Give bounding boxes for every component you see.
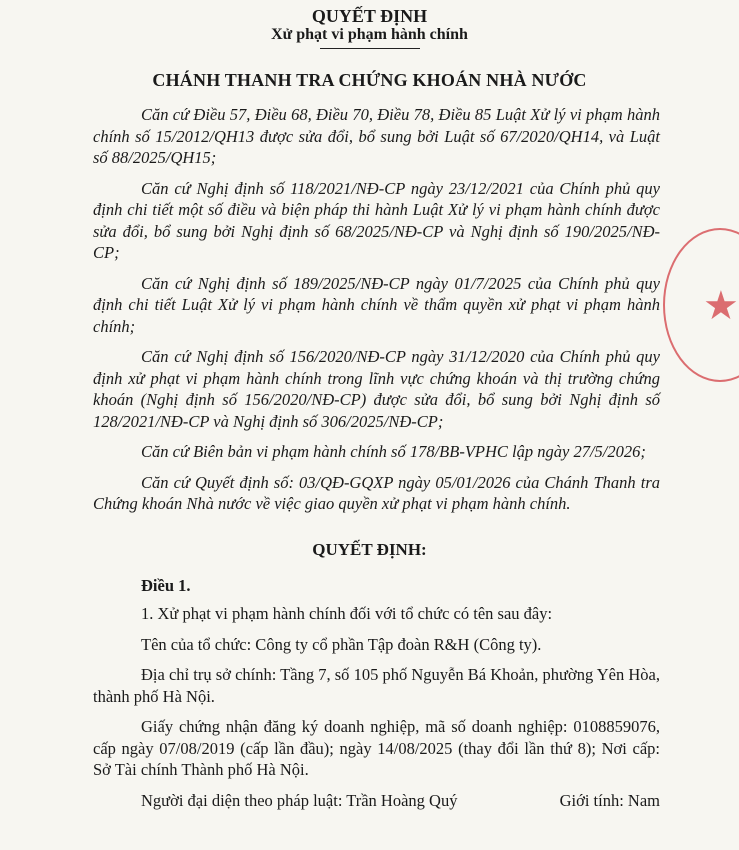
representative-gender: Giới tính: Nam [559, 790, 660, 810]
issuing-authority: CHÁNH THANH TRA CHỨNG KHOÁN NHÀ NƯỚC [152, 70, 587, 90]
legal-basis: Căn cứ Nghị định số 118/2021/NĐ-CP ngày 23/12/2021 của Chính phủ quy định chi tiết một số điều và biện pháp thi hành Luật Xử lý vi phạm hành chính được sửa đổi, bổ sung bởi Nghị định số 68/2025/NĐ-CP và Nghị định số 190/2025/NĐ-CP; [93, 178, 660, 262]
title-divider [320, 48, 420, 49]
business-registration: Giấy chứng nhận đăng ký doanh nghiệp, mã số doanh nghiệp: 0108859076, cấp ngày 07/08/2019 (cấp lần đầu); ngày 14/08/2025 (thay đổi lần thứ 8); Nơi cấp: Sở Tài chính Thành phố Hà Nội. [93, 717, 660, 779]
legal-basis: Căn cứ Nghị định số 189/2025/NĐ-CP ngày 01/7/2025 của Chính phủ quy định chi tiết Luật Xử lý vi phạm hành chính về thẩm quyền xử phạt vi phạm hành chính; [93, 273, 660, 336]
organization-address: Địa chỉ trụ sở chính: Tầng 7, số 105 phố Nguyễn Bá Khoản, phường Yên Hòa, thành phố Hà Nội. [93, 665, 660, 706]
legal-basis: Căn cứ Điều 57, Điều 68, Điều 70, Điều 78, Điều 85 Luật Xử lý vi phạm hành chính số 15/2012/QH13 được sửa đổi, bổ sung bởi Luật số 67/2020/QH14, và Luật số 88/2025/QH15; [93, 105, 660, 167]
star-icon: ★ [703, 283, 739, 328]
document-title: QUYẾT ĐỊNH [311, 6, 428, 26]
organization-name: Tên của tổ chức: Công ty cổ phần Tập đoàn R&H (Công ty). [141, 634, 542, 654]
legal-representative-row [93, 790, 660, 812]
article-body [93, 603, 660, 820]
legal-basis: Căn cứ Quyết định số: 03/QĐ-GQXP ngày 05/01/2026 của Chánh Thanh tra Chứng khoán Nhà nước về việc giao quyền xử phạt vi phạm hành chính. [93, 472, 660, 513]
legal-bases [93, 104, 660, 524]
article-heading: Điều 1. [141, 576, 191, 595]
decision-heading: QUYẾT ĐỊNH: [312, 540, 427, 559]
legal-basis: Căn cứ Biên bản vi phạm hành chính số 178/BB-VPHC lập ngày 27/5/2026; [141, 442, 646, 461]
article-item: 1. Xử phạt vi phạm hành chính đối với tổ chức có tên sau đây: [141, 604, 553, 623]
document-subtitle: Xử phạt vi phạm hành chính [271, 26, 468, 43]
legal-representative: Người đại diện theo pháp luật: Trần Hoàng Quý [141, 790, 458, 810]
official-seal [663, 228, 739, 382]
legal-basis: Căn cứ Nghị định số 156/2020/NĐ-CP ngày 31/12/2020 của Chính phủ quy định xử phạt vi phạm hành chính trong lĩnh vực chứng khoán và thị trường chứng khoán (Nghị định số 156/2020/NĐ-CP) được sửa đổi, bổ sung bởi Nghị định số 128/2021/NĐ-CP và Nghị định số 306/2025/NĐ-CP; [93, 347, 660, 431]
